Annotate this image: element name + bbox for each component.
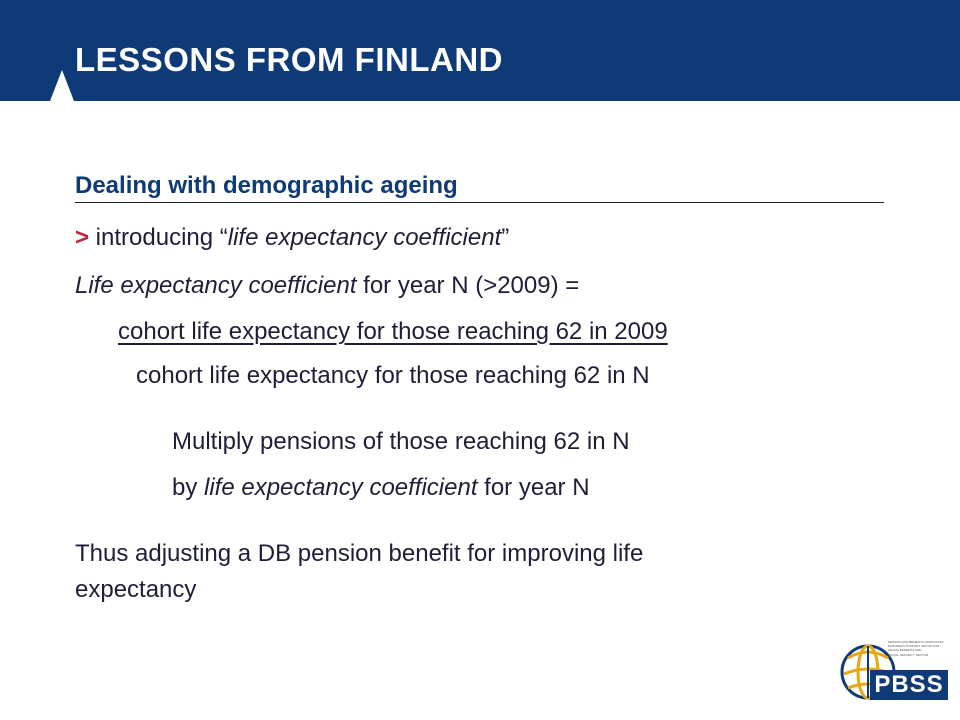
- conclusion-line-1: Thus adjusting a DB pension benefit for improving life: [75, 540, 644, 567]
- logo-text-line: SOCIAL SECURITY SECTOR: [888, 652, 929, 657]
- bullet-arrow-marker: >: [75, 224, 90, 251]
- multiply-suffix: for year N: [477, 474, 590, 501]
- logo-text-line: SOCIAL BENEFITS AND: [888, 648, 922, 653]
- bullet-prefix: introducing “: [89, 224, 228, 251]
- multiply-prefix: by: [172, 474, 205, 501]
- slide-title: LESSONS FROM FINLAND: [75, 41, 503, 78]
- definition-italic-term: Life expectancy coefficient: [75, 272, 357, 299]
- fraction-denominator: cohort life expectancy for those reaching 62 in N: [136, 362, 650, 389]
- bullet-suffix: ”: [501, 224, 510, 251]
- multiply-italic-term: life expectancy coefficient: [204, 474, 478, 501]
- pbss-logo-wordmark: PBSS: [870, 670, 948, 700]
- conclusion-line-2: expectancy: [75, 576, 197, 603]
- logo-text-line: EUROPEAN SUPPORT GROUP FOR: [888, 644, 940, 649]
- logo-small-text: [888, 640, 948, 657]
- definition-line: [75, 272, 579, 300]
- header-notch-shape: [50, 70, 74, 101]
- fraction-numerator: cohort life expectancy for those reaching 62 in 2009: [118, 318, 668, 345]
- multiply-line-1: Multiply pensions of those reaching 62 in N: [172, 428, 630, 455]
- logo-text-line: PENSION AND BENEFITS ASSOCIATES: [888, 640, 944, 644]
- multiply-line-2: [172, 474, 590, 502]
- heading-underline-rule: [75, 202, 884, 203]
- bullet-italic-term: life expectancy coefficient: [227, 224, 502, 251]
- bullet-line: [75, 224, 509, 252]
- definition-rest: for year N (>2009) =: [356, 272, 580, 299]
- section-heading: Dealing with demographic ageing: [75, 172, 458, 199]
